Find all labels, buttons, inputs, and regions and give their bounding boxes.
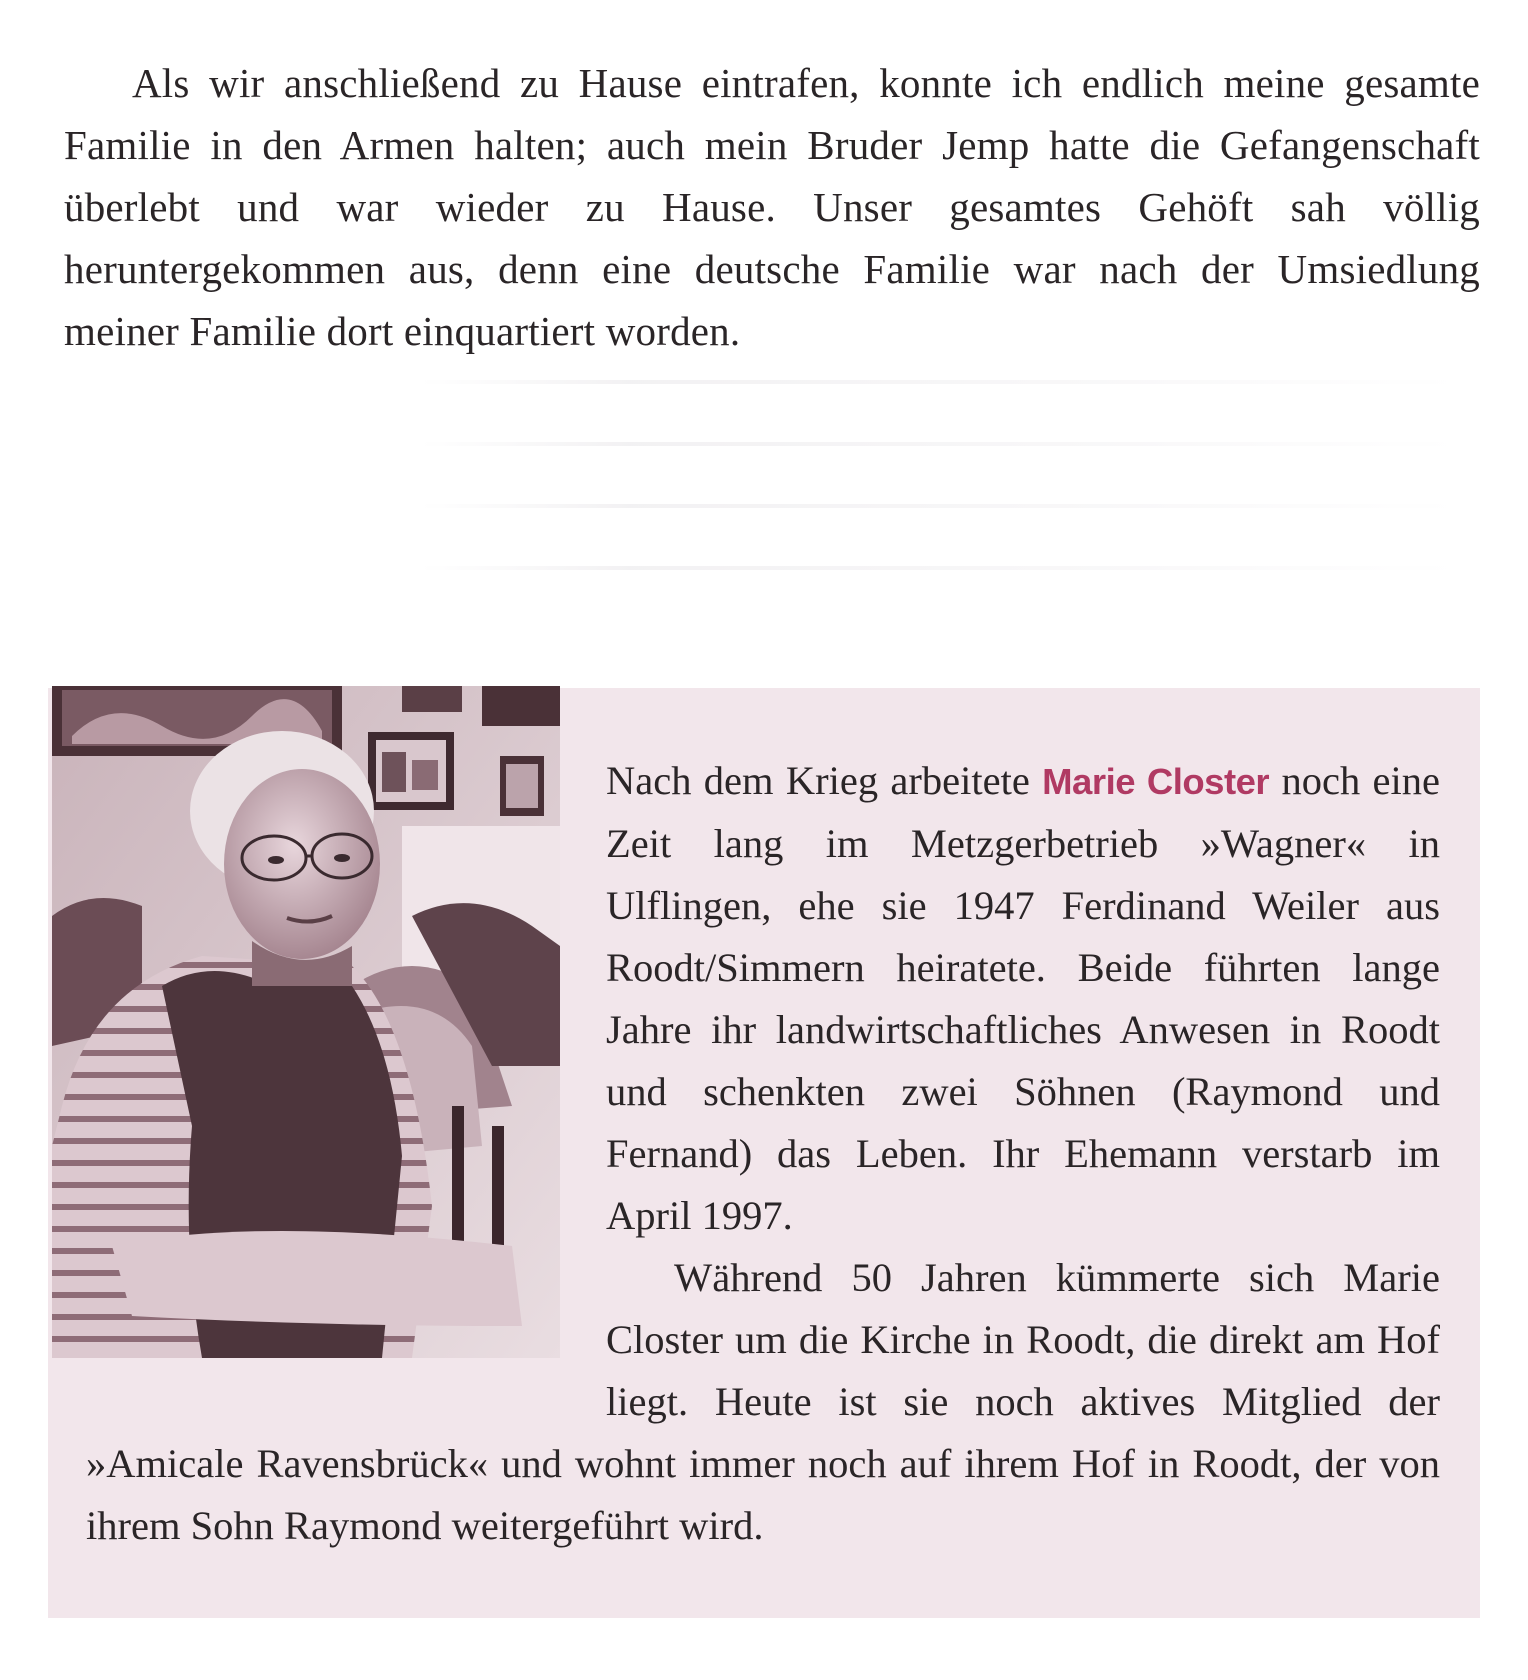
info-paragraph-2-text: Während 50 Jahren kümmerte sich Marie Closter um die Kirche in Roodt, die direkt am Hof liegt. Heute ist sie noch aktives Mitglied der »Amicale Ravensbrück« und wohnt immer noch auf ihrem Hof in Roodt, der von ihrem Sohn Raymond weitergeführt wird. xyxy=(86,1255,1440,1548)
info-paragraph-1-after: noch eine Zeit lang im Metzgerbetrieb »Wagner« in Ulflingen, ehe sie 1947 Ferdinand Weiler aus Roodt/Simmern heiratete. Beide führten lange Jahre ihr landwirtschaftliches Anwesen in Roodt und schenkten zwei Söhnen (Raymond und Fernand) das Leben. Ihr Ehemann verstarb im April 1997. xyxy=(606,758,1440,1238)
photo-spacer xyxy=(86,750,606,1382)
highlighted-name: Marie Closter xyxy=(1042,761,1270,802)
info-paragraph-1-before: Nach dem Krieg arbeitete xyxy=(606,758,1030,803)
info-box-text xyxy=(86,750,1440,1557)
intro-paragraph: Als wir anschließend zu Hause eintrafen, konnte ich endlich meine gesamte Familie in den Armen halten; auch mein Bruder Jemp hatte die Gefangenschaft überlebt und war wieder zu Hause. Unser gesamtes Gehöft sah völlig heruntergekommen aus, denn eine deutsche Familie war nach der Umsiedlung meiner Familie dort einquartiert worden. xyxy=(64,60,1480,354)
show-through-lines xyxy=(420,380,1460,610)
